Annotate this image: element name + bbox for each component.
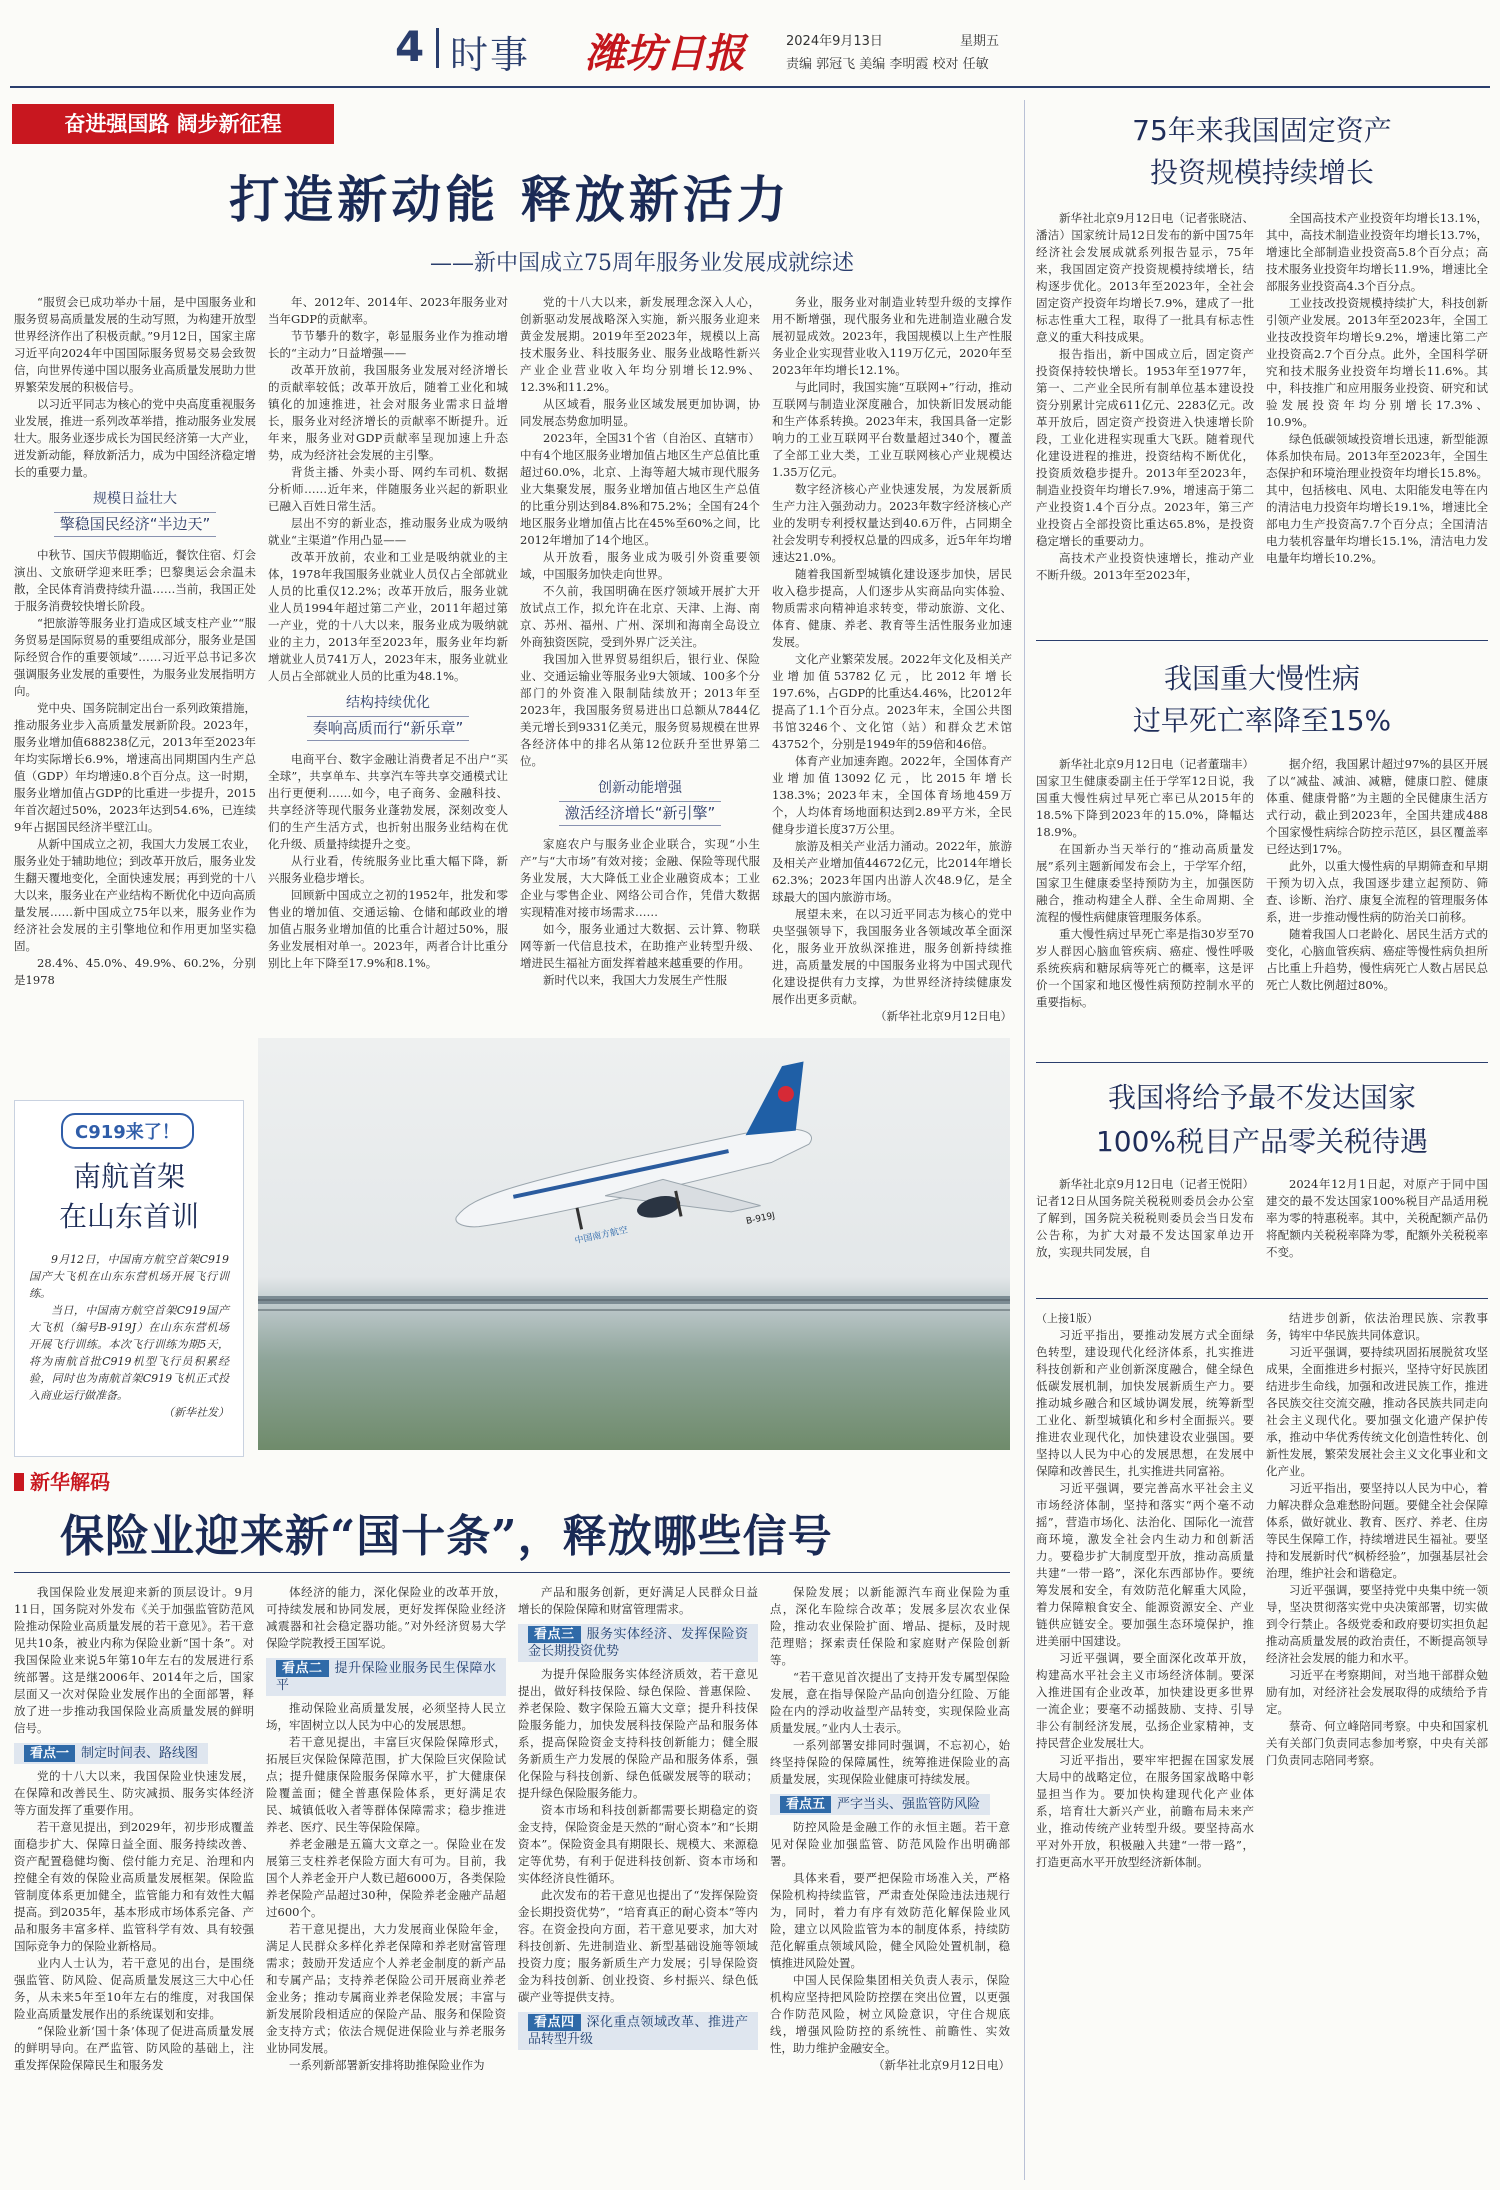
paragraph: 不久前，我国明确在医疗领域开展扩大开放试点工作，拟允许在北京、天津、上海、南京、苏州、福州、广州、深圳和海南全岛设立外商独资医院，受到外界广泛关注。 (520, 584, 760, 649)
paragraph: 蔡奇、何立峰陪同考察。中央和国家机关有关部门负责同志参加考察，中央有关部门负责同志陪同考察。 (1266, 1719, 1488, 1767)
tariff-col-right (1266, 1176, 1488, 1316)
paragraph: 我国保险业发展迎来新的顶层设计。9月11日，国务院对外发布《关于加强监管防范风险推动保险业高质量发展的若干意见》。若干意见共10条，被业内称为保险业新“国十条”。对我国保险业来说5年第10年左右的发展进行系统部署。这是继2006年、2014年之后，国家层面又一次对保险业发展作出的全面部署，释放了进一步推动我国保险业高质量发展的鲜明信号。 (14, 1585, 254, 1735)
paragraph: 背货主播、外卖小哥、网约车司机、数据分析师……近年来，伴随服务业兴起的新职业已融入百姓日常生活。 (268, 465, 508, 513)
paragraph: 防控风险是金融工作的永恒主题。若干意见对保险业加强监管、防范风险作出明确部署。 (770, 1820, 1010, 1868)
paragraph: 新时代以来，我国大力发展生产性服 (543, 973, 727, 987)
subheading-line: 创新动能增强 (598, 780, 682, 796)
insurance-col-1 (14, 1584, 254, 2180)
paragraph: 具体来看，要严把保险市场准入关，严格保险机构持续监管，严肃查处保险违法违规行为，同时，着力有序有效防范化解保险业风险，建立以风险监管为本的制度体系，持续防范化解重点领域风险，健全风险处置机制，稳慎推进风险处置。 (770, 1871, 1010, 1970)
paragraph: 从行业看，传统服务业比重大幅下降，新兴服务业稳步增长。 (268, 854, 508, 885)
paragraph: 从区域看，服务业区域发展更加协调，协同发展态势愈加明显。 (520, 397, 760, 428)
paragraph: 此外，以重大慢性病的早期筛查和早期干预为切入点，我国逐步建立起预防、筛查、诊断、治疗、康复全流程的管理服务体系，进一步推动慢性病的防治关口前移。 (1266, 859, 1488, 924)
airplane (439, 1062, 831, 1269)
paragraph: 体育产业加速奔跑。2022年，全国体育产业增加值13092亿元，比2015年增长138.3%；2023年末，全国体育场地459万个，人均体育场地面积达到2.89平方米，全民健身步道长度37万公里。 (772, 754, 1012, 836)
paragraph: 2023年，全国31个省（自治区、直辖市）中有4个地区服务业增加值占地区生产总值比重超过60.0%，北京、上海等超大城市现代服务业大集聚发展，服务业增加值占地区生产总值的比重分别达到84.8%和75.2%；全国有24个地区服务业增加值占比在45%至60%之间，比2012年增加了14个地区。 (520, 431, 760, 547)
paragraph: “保险业新‘国十条’体现了促进高质量发展的鲜明导向。在严监管、防风险的基础上，注重发挥保险保障民生和服务发 (14, 2024, 254, 2072)
column-tag-text: 奋进强国路 阔步新征程 (64, 112, 282, 136)
subheading-line: 擎稳国民经济“半边天” (54, 512, 217, 537)
airline-name: 中国南方航空 (573, 1225, 629, 1247)
point-heading-4 (518, 2012, 758, 2050)
point-heading-3 (518, 1624, 758, 1662)
paragraph: 文化产业繁荣发展。2022年文化及相关产业增加值53782亿元，比2012年增长197.6%，占GDP的比重达4.46%，比2012年提高了1.1个百分点。2023年末，全国公共图书馆3246个、文化馆（站）和群众艺术馆43752个，分别是1949年的59倍和46倍。 (772, 652, 1012, 751)
subheading-line: 激活经济增长“新引擎” (559, 801, 722, 826)
paragraph: 从开放看，服务业成为吸引外资重要领域，中国服务加快走向世界。 (520, 550, 760, 581)
paragraph: 展望未来，在以习近平同志为核心的党中央坚强领导下，我国服务业各领域改革全面深化，服务业开放纵深推进，服务创新持续推进，高质量发展的中国服务业将为中国式现代化建设提供有力支撑，为世界经济持续健康发展作出更多贡献。 (772, 907, 1012, 1006)
paragraph: 从新中国成立之初，我国大力发展工农业，服务业处于辅助地位；到改革开放后，服务业发生翻天覆地变化，全面快速发展；再到党的十八大以来，服务业在产业结构不断优化中迈向高质量发展……新中国成立75年以来，服务业作为经济社会发展的主引擎地位和作用更加坚实稳固。 (14, 837, 256, 953)
paragraph: 全国高技术产业投资年均增长13.1%，其中，高技术制造业投资年均增长13.7%，增速比全部制造业投资高5.8个百分点；高技术服务业投资年均增长11.9%，增速比全部服务业投资高4.3个百分点。 (1266, 211, 1488, 293)
c919-tag: C919来了！ (61, 1113, 194, 1149)
point-heading-5 (770, 1794, 990, 1815)
paragraph: “把旅游等服务业打造成区域支柱产业”“服务贸易是国际贸易的重要组成部分，服务业是国际经贸合作的重要领域”……习近平总书记多次强调服务业发展的重要性，为服务业发展指明方向。 (14, 616, 256, 698)
xinhua-tag (14, 1466, 110, 1495)
paragraph: 党中央、国务院制定出台一系列政策措施，推动服务业步入高质量发展新阶段。2023年，服务业增加值688238亿元，2013年至2023年年均实际增长6.9%，增速高出同期国内生产总值（GDP）年均增速0.8个百分点。这一时期，服务业增加值占GDP的比重进一步提升，2015年首次超过50%，2023年达到54.6%，已连续9年占据国民经济半壁江山。 (14, 701, 256, 834)
chronic-disease-col-left (1036, 756, 1254, 1056)
photo-caption (29, 1251, 229, 1421)
paragraph: 党的十八大以来，我国保险业快速发展，在保障和改善民生、防灾减损、服务实体经济等方面发挥了重要作用。 (14, 1769, 254, 1817)
caption-credit: （新华社发） (163, 1406, 229, 1419)
paragraph: 习近平在考察期间，对当地干部群众勉励有加，对经济社会发展取得的成绩给予肯定。 (1266, 1668, 1488, 1716)
photo-title (15, 1157, 243, 1237)
subheading-line: 结构持续优化 (346, 695, 430, 711)
main-col-4 (772, 294, 1012, 1024)
paragraph: 据介绍，我国累计超过97%的县区开展了以“减盐、减油、减糖，健康口腔、健康体重、健康骨骼”为主题的全民健康生活方式行动，截止到2023年，全国共建成488个国家慢性病综合防控示范区，县区覆盖率已经达到17%。 (1266, 757, 1488, 856)
chronic-disease-headline (1036, 658, 1488, 742)
xinhua-tag-text: 新华解码 (30, 1470, 110, 1494)
paragraph: 与此同时，我国实施“互联网+”行动，推动互联网与制造业深度融合，加快新旧发展动能和生产体系转换。2023年末，我国具备一定影响力的工业互联网平台数量超过340个，覆盖了全部工业大类，工业互联网核心产业规模达1.35万亿元。 (772, 380, 1012, 479)
column-divider (1024, 100, 1025, 2180)
paragraph: 习近平强调，要完善高水平社会主义市场经济体制，坚持和落实“两个毫不动摇”，营造市场化、法治化、国际化一流营商环境，激发全社会内生动力和创新活力。要稳步扩大制度型开放，推动高质量共建“一带一路”，深化东西部协作。要统筹发展和安全，有效防范化解重大风险，着力保障粮食安全、能源资源安全、产业链供应链安全。要加强生态环境保护，推进美丽中国建设。 (1036, 1481, 1254, 1648)
paragraph: 若干意见提出，到2029年，初步形成覆盖面稳步扩大、保障日益全面、服务持续改善、资产配置稳健均衡、偿付能力充足、治理和内控健全有效的保险业高质量发展框架。保险监管制度体系更加健全，监管能力和有效性大幅提高。到2035年，基本形成市场体系完备、产品和服务丰富多样、监管科学有效、具有较强国际竞争力的保险业新格局。 (14, 1820, 254, 1953)
insurance-col-4 (770, 1584, 1010, 2180)
subheading-2 (268, 695, 508, 741)
paragraph: 节节攀升的数字，彰显服务业作为推动增长的“主动力”日益增强—— (268, 329, 508, 360)
headline-line: 75年来我国固定资产 (1132, 114, 1392, 147)
section-rule (1036, 1062, 1488, 1063)
masthead-divider (436, 28, 439, 68)
photo-title-line: 南航首架 (72, 1160, 185, 1193)
paper-logo: 潍坊日报 (585, 30, 745, 77)
paragraph: 养老金融是五篇大文章之一。保险业在发展第三支柱养老保险方面大有可为。目前，我国个人养老金开户人数已超6000万，各类保险养老保险产品超过30种，保险养老金融产品超过600个。 (266, 1837, 506, 1919)
paragraph: 此次发布的若干意见也提出了“发挥保险资金长期投资优势”，“培育真正的耐心资本”等内容。在资金投向方面，若干意见要求，加大对科技创新、先进制造业、新型基础设施等领域投资力度；服务新质生产力发展；引导保险资金为科技创新、创业投资、乡村振兴、绿色低碳产业等提供支持。 (518, 1888, 758, 2004)
continued-tag: （上接1版） (1036, 1312, 1098, 1325)
insurance-col-2 (266, 1584, 506, 2180)
paragraph: 保险发展；以新能源汽车商业保险为重点，深化车险综合改革；发展多层次农业保险，推动农业保险扩面、增品、提标，及时规范理赔；探索责任保险和家庭财产保险创新等。 (770, 1585, 1010, 1667)
masthead-rule (10, 86, 1490, 88)
paragraph: 数字经济核心产业快速发展，为发展新质生产力注入强劲动力。2023年数字经济核心产业的发明专利授权量达到40.6万件，占同期全社会发明专利授权总量的四成多，近5年年均增速达21.0%。 (772, 482, 1012, 564)
masthead (0, 0, 1500, 90)
paragraph: 习近平强调，要持续巩固拓展脱贫攻坚成果，全面推进乡村振兴，坚持守好民族团结进步生命线，加强和改进民族工作，推进各民族交往交流交融，推动各民族共同走向社会主义现代化。要加强文化遗产保护传承，推动中华优秀传统文化创造性转化、创新性发展，繁荣发展社会主义文化事业和文化产业。 (1266, 1345, 1488, 1478)
subheading-1 (14, 491, 256, 537)
paragraph: 结进步创新，依法治理民族、宗教事务，铸牢中华民族共同体意识。 (1266, 1311, 1488, 1342)
paragraph: 28.4%、45.0%、49.9%、60.2%，分别是1978 (14, 956, 256, 987)
caption-paragraph: 当日，中国南方航空首架C919国产大飞机（编号B-919J）在山东东营机场开展飞行训练。本次飞行训练为期5天，将为南航首批C919机型飞行员积累经验，同时也为南航首架C919飞机正式投入商业运行做准备。 (29, 1304, 229, 1402)
point-number: 看点三 (528, 1626, 581, 1643)
point-number: 看点二 (276, 1660, 329, 1677)
fixed-asset-headline (1036, 110, 1488, 194)
paragraph: 党的十八大以来，新发展理念深入人心，创新驱动发展战略深入实施，新兴服务业迎来黄金发展期。2019年至2023年，规模以上高技术服务业、科技服务业、服务业战略性新兴产业企业营业收入年均分别增长12.9%、12.3%和11.2%。 (520, 295, 760, 394)
main-subhead: ——新中国成立75周年服务业发展成就综述 (430, 251, 854, 276)
paragraph: 回顾新中国成立之初的1952年，批发和零售业的增加值、交通运输、仓储和邮政业的增加值占服务业增加值的比重合计超过50%，服务业发展相对单一。2023年，两者合计比重分别比上年下降至17.9%和8.1%。 (268, 888, 508, 970)
paragraph: 改革开放前，我国服务业发展对经济增长的贡献率较低；改革开放后，随着工业化和城镇化的加速推进，社会对服务业需求日益增长，服务业对经济增长的贡献率不断提升。近年来，服务业对GDP贡献率呈现加速上升态势，成为经济社会发展的主引擎。 (268, 363, 508, 462)
paragraph: “服贸会已成功举办十届，是中国服务业和服务贸易高质量发展的生动写照，为构建开放型世界经济作出了积极贡献。”9月12日，国家主席习近平向2024年中国国际服务贸易交易会致贺信，向世界传递中国以服务业高质量发展助力世界繁荣发展的积极信号。 (14, 295, 256, 394)
paragraph: 层出不穷的新业态，推动服务业成为吸纳就业“主渠道”作用凸显—— (268, 516, 508, 547)
paragraph: 报告指出，新中国成立后，固定资产投资保持较快增长。1953年至1977年，第一、二产业全民所有制单位基本建设投资分别累计完成611亿元、2283亿元。改革开放后，固定资产投资进入快速增长阶段，工业化进程实现重大飞跃。随着现代化建设进程的推进，投资结构不断优化，投资质效稳步提升。2013年至2023年，制造业投资年均增长7.9%，增速高于第二产业投资1.4个百分点。2023年，第三产业投资占全部投资比重达65.8%，是投资稳定增长的重要动力。 (1036, 347, 1254, 548)
paragraph: 中国人民保险集团相关负责人表示，保险机构应坚持把风险防控摆在突出位置，以更强合作防范风险，树立风险意识，守住合规底线，增强风险防控的系统性、前瞻性、实效性，助力维护金融安全。 (770, 1973, 1010, 2055)
airplane-photo (258, 1038, 1010, 1450)
headline-line: 投资规模持续增长 (1149, 156, 1374, 189)
plane-registration: B-919J (745, 1211, 776, 1227)
dateline: （新华社北京9月12日电） (875, 1009, 1012, 1023)
subheading-line: 规模日益壮大 (93, 491, 177, 507)
point-number: 看点四 (528, 2014, 581, 2031)
paragraph: 推动保险业高质量发展，必须坚持人民立场，牢固树立以人民为中心的发展思想。 (266, 1701, 506, 1732)
paragraph: 高技术产业投资快速增长，推动产业不断升级。2013年至2023年， (1036, 551, 1254, 582)
main-col-2 (268, 294, 508, 1024)
paragraph: 资本市场和科技创新都需要长期稳定的资金支持，保险资金是天然的“耐心资本”和“长期资本”。保险资金具有期限长、规模大、来源稳定等优势，有利于促进科技创新、资本市场和实体经济良性循环。 (518, 1803, 758, 1885)
paragraph: 为提升保险服务实体经济质效，若干意见提出，做好科技保险、绿色保险、普惠保险、养老保险、数字保险五篇大文章；提升科技保险服务能力，加快发展科技保险产品和服务体系，提高保险资金支持科技创新能力；健全服务新质生产力发展的保险产品和服务体系，强化保险与科技创新、绿色低碳发展等的联动；提升绿色保险服务能力。 (518, 1667, 758, 1800)
section-name: 时事 (450, 33, 531, 77)
paragraph: 随着我国人口老龄化、居民生活方式的变化，心脑血管疾病、癌症等慢性病负担所占比重上升趋势，慢性病死亡人数占居民总死亡人数比例超过80%。 (1266, 927, 1488, 992)
headline-line: 过早死亡率降至15% (1132, 704, 1392, 737)
insurance-headline: 保险业迎来新“国十条”，释放哪些信号 (60, 1511, 833, 1562)
paragraph: 新华社北京9月12日电（记者董瑞丰）国家卫生健康委副主任于学军12日说，我国重大慢性病过早死亡率已从2015年的18.5%下降到2023年的15.0%，降幅达18.9%。 (1036, 757, 1254, 839)
fixed-asset-col-left (1036, 210, 1254, 630)
point-heading-1 (14, 1743, 208, 1764)
headline-line: 100%税目产品零关税待遇 (1095, 1125, 1429, 1158)
paragraph: 年、2012年、2014年、2023年服务业对当年GDP的贡献率。 (268, 295, 508, 326)
paragraph: “若干意见首次提出了支持开发专属型保险发展，意在指导保险产品向创造分红险、万能险在内的浮动收益型产品转变，实现保险业高质量发展。”业内人士表示。 (770, 1670, 1010, 1735)
paragraph: 如今，服务业通过大数据、云计算、物联网等新一代信息技术，在助推产业转型升级、增进民生福祉方面发挥着越来越重要的作用。 (520, 922, 760, 970)
continued-col-right (1266, 1310, 1488, 2180)
paragraph: 新华社北京9月12日电（记者王悦阳）记者12日从国务院关税税则委员会办公室了解到，国务院关税税则委员会当日发布公告称，为扩大对最不发达国家单边开放，实现共同发展，自 (1036, 1177, 1254, 1259)
paragraph: 习近平强调，要坚持党中央集中统一领导，坚决贯彻落实党中央决策部署，切实做到令行禁止。各级党委和政府要切实担负起推动高质量发展的政治责任，不断提高领导经济社会发展的能力和水平。 (1266, 1583, 1488, 1665)
subheading-line: 奏响高质而行“新乐章” (307, 716, 470, 741)
insurance-rule (14, 1572, 1010, 1573)
paragraph: 2024年12月1日起，对原产于同中国建交的最不发达国家100%税目产品适用税率为零的特惠税率。其中，关税配额产品仍将配额内关税税率降为零，配额外关税税率不变。 (1266, 1177, 1488, 1259)
paragraph: 在国新办当天举行的“推动高质量发展”系列主题新闻发布会上，于学军介绍，国家卫生健康委坚持预防为主，加强医防融合，推动构建全人群、全生命周期、全流程的慢性病健康管理服务体系。 (1036, 842, 1254, 924)
main-col-1 (14, 294, 256, 1024)
paragraph: 若干意见提出，大力发展商业保险年金，满足人民群众多样化养老保障和养老财富管理需求；鼓励开发适应个人养老金制度的新产品和专属产品；支持养老保险公司开展商业养老金业务；推动专属商业养老保险发展；丰富与新发展阶段相适应的保险产品、服务和保险资金支持方式；依法合规促进保险业与养老服务业协同发展。 (266, 1922, 506, 2055)
paragraph: 工业技改投资规模持续扩大，科技创新引领产业发展。2013年至2023年，全国工业技改投资年均增长9.2%，增速比第二产业投资高2.7个百分点。此外，全国科学研究和技术服务业投资年均增长11.6%。其中，科技推广和应用服务业投资、研究和试验发展投资年均分别增长17.3%、10.9%。 (1266, 296, 1488, 429)
paragraph: 电商平台、数字金融让消费者足不出户“买全球”，共享单车、共享汽车等共享交通模式让出行更便利……如今，电子商务、金融科技、共享经济等现代服务业蓬勃发展，深刻改变人们的生产生活方式，也折射出服务业结构在优化升级、质量持续提升之变。 (268, 752, 508, 851)
issue-date: 2024年9月13日 (786, 34, 883, 49)
main-col-3 (520, 294, 760, 1024)
paragraph: 体经济的能力，深化保险业的改革开放，可持续发展和协同发展，更好发挥保险业经济减震器和社会稳定器功能。”对外经济贸易大学保险学院教授王国军说。 (266, 1585, 506, 1650)
paragraph: 习近平指出，要坚持以人民为中心，着力解决群众急难愁盼问题。要健全社会保障体系，做好就业、教育、医疗、养老、住房等民生保障工作，持续增进民生福祉。要坚持和发展新时代“枫桥经验”，加强基层社会治理，维护社会和谐稳定。 (1266, 1481, 1488, 1580)
paragraph: 我国加入世界贸易组织后，银行业、保险业、交通运输业等服务业9大领域、100多个分部门的外资准入限制陆续放开；2013年至2023年，我国服务贸易进出口总额从7844亿美元增长到9331亿美元，服务贸易规模在世界各经济体中的排名从第12位跃升至世界第二位。 (520, 652, 760, 768)
issue-weekday: 星期五 (960, 34, 1000, 49)
photo-caption-box (14, 1100, 244, 1457)
photo-title-line: 在山东首训 (58, 1200, 199, 1233)
paragraph: 业内人士认为，若干意见的出台，是围绕强监管、防风险、促高质量发展这三大中心任务，从未来5年至10年左右的维度，对我国保险业高质量发展作出的系统谋划和安排。 (14, 1956, 254, 2021)
page-number: 4 (395, 22, 425, 71)
paragraph: 新华社北京9月12日电（记者张晓洁、潘洁）国家统计局12日发布的新中国75年经济社会发展成就系列报告显示，75年来，我国固定资产投资规模持续增长，结构逐步优化。2013年至2023年，全社会固定资产投资年均增长7.9%，建成了一批标志性重大工程，取得了一批具有标志性意义的重大科技成果。 (1036, 211, 1254, 344)
tariff-col-left (1036, 1176, 1254, 1316)
main-headline: 打造新动能 释放新活力 (229, 170, 791, 229)
continued-col-left (1036, 1310, 1254, 2180)
column-tag (12, 104, 334, 144)
point-number: 看点五 (780, 1796, 831, 1813)
insurance-col-3 (518, 1584, 758, 2180)
paragraph: 习近平强调，要全面深化改革开放，构建高水平社会主义市场经济体制。要深入推进国有企业改革，加快建设更多世界一流企业；要毫不动摇鼓励、支持、引导非公有制经济发展，弘扬企业家精神，支持民营企业发展壮大。 (1036, 1651, 1254, 1750)
point-heading-2 (266, 1658, 506, 1696)
point-text: 服务实体经济、发挥保险资金长期投资优势 (528, 1627, 748, 1659)
paragraph: 改革开放前，农业和工业是吸纳就业的主体，1978年我国服务业就业人员仅占全部就业人员的比重仅12.2%；改革开放后，服务业就业人员1994年超过第二产业，2011年超过第一产业，党的十八大以来，服务业成为吸纳就业的主力，2013年至2023年，服务业年均新增就业人员741万人，2023年末，服务业就业人员占全部就业人员的比重为48.1%。 (268, 550, 508, 683)
paragraph: 务业，服务业对制造业转型升级的支撑作用不断增强，现代服务业和先进制造业融合发展初显成效。2023年，我国规模以上生产性服务业企业实现营业收入119万亿元，2020年至2023年年均增长12.1%。 (772, 295, 1012, 377)
paragraph: 随着我国新型城镇化建设逐步加快，居民收入稳步提高，人们逐步从实商品向实体验、物质需求向精神追求转变，带动旅游、文化、体育、健康、养老、教育等生活性服务业加速发展。 (772, 567, 1012, 649)
point-text: 严字当头、强监管防风险 (837, 1797, 981, 1812)
paragraph: 一系列新部署新安排将助推保险业作为 (289, 2058, 485, 2072)
point-number: 看点一 (24, 1745, 75, 1762)
photo-block (258, 1038, 1010, 1450)
editors-line: 责编 郭冠飞 美编 李明霞 校对 任敏 (786, 57, 989, 72)
headline-line: 我国将给予最不发达国家 (1107, 1081, 1416, 1114)
point-text: 提升保险业服务民生保障水平 (276, 1661, 496, 1693)
tariff-headline (1036, 1076, 1488, 1164)
dateline: （新华社北京9月12日电） (873, 2058, 1010, 2072)
paragraph: 习近平指出，要牢牢把握在国家发展大局中的战略定位，在服务国家战略中彰显担当作为。要加快构建现代化产业体系，培育壮大新兴产业，前瞻布局未来产业，推动传统产业转型升级。要坚持高水平对外开放，积极融入共建“一带一路”，打造更高水平开放型经济新体制。 (1036, 1753, 1254, 1869)
paragraph: 产品和服务创新，更好满足人民群众日益增长的保险保障和财富管理需求。 (518, 1585, 758, 1616)
paragraph: 绿色低碳领域投资增长迅速，新型能源体系加快布局。2013年至2023年，全国生态保护和环境治理业投资年均增长15.8%。其中，包括核电、风电、太阳能发电等在内的清洁电力投资年均增长19.1%，增速比全部电力生产投资高7.7个百分点；全国清洁电力装机容量年均增长15.1%，清洁电力发电量年均增长10.2%。 (1266, 432, 1488, 565)
paragraph: 中秋节、国庆节假期临近，餐饮住宿、灯会演出、文旅研学迎来旺季；巴黎奥运会余温未散，全民体育消费持续升温……当前，我国正处于服务消费较快增长阶段。 (14, 548, 256, 613)
paragraph: 重大慢性病过早死亡率是指30岁至70岁人群因心脑血管疾病、癌症、慢性呼吸系统疾病和糖尿病等死亡的概率，这是评价一个国家和地区慢性病预防控制水平的重要指标。 (1036, 927, 1254, 1009)
paragraph: 以习近平同志为核心的党中央高度重视服务业发展，推进一系列改革举措，推动服务业发展壮大。服务业逐步成长为国民经济第一大产业，迸发新动能，释放新活力，成为中国经济稳定增长的重要力量。 (14, 397, 256, 479)
paragraph: 一系列部署安排同时强调，不忘初心，始终坚持保险的保障属性，统筹推进保险业的高质量发展，实现保险业健康可持续发展。 (770, 1738, 1010, 1786)
paragraph: 习近平指出，要推动发展方式全面绿色转型，建设现代化经济体系，扎实推进科技创新和产业创新深度融合，健全绿色低碳发展机制，加快发展新质生产力。要推动城乡融合和区域协调发展，统筹新型工业化、新型城镇化和乡村全面振兴。要推进农业现代化，加快建设农业强国。要坚持以人民为中心的发展思想，在发展中保障和改善民生，扎实推进共同富裕。 (1036, 1328, 1254, 1478)
chronic-disease-col-right (1266, 756, 1488, 1056)
point-text: 深化重点领域改革、推进产品转型升级 (528, 2015, 748, 2047)
paragraph: 旅游及相关产业活力涌动。2022年，旅游及相关产业增加值44672亿元，比2014年增长62.3%；2023年国内出游人次48.9亿，是全球最大的国内旅游市场。 (772, 839, 1012, 904)
paragraph: 若干意见提出，丰富巨灾保险保障形式，拓展巨灾保险保障范围，扩大保险巨灾保险试点；提升健康保险服务保障水平，扩大健康保险覆盖面；健全普惠保险体系，更好满足农民、城镇低收入者等群体保障需求；稳步推进养老、医疗、民生等保险保障。 (266, 1735, 506, 1834)
xinhua-tag-marker (14, 1473, 24, 1491)
headline-line: 我国重大慢性病 (1163, 662, 1360, 695)
point-text: 制定时间表、路线图 (81, 1746, 199, 1761)
caption-paragraph: 9月12日，中国南方航空首架C919国产大飞机在山东东营机场开展飞行训练。 (29, 1253, 229, 1300)
subheading-3 (520, 780, 760, 826)
section-rule (1036, 1298, 1488, 1299)
section-rule (1036, 640, 1488, 641)
paragraph: 家庭农户与服务业企业联合，实现“小生产”与“大市场”有效对接；金融、保险等现代服务业发展，大大降低工业企业融资成本；工业企业与零售企业、网络公司合作，凭借大数据实现精准对接市场需求…… (520, 837, 760, 919)
fixed-asset-col-right (1266, 210, 1488, 630)
